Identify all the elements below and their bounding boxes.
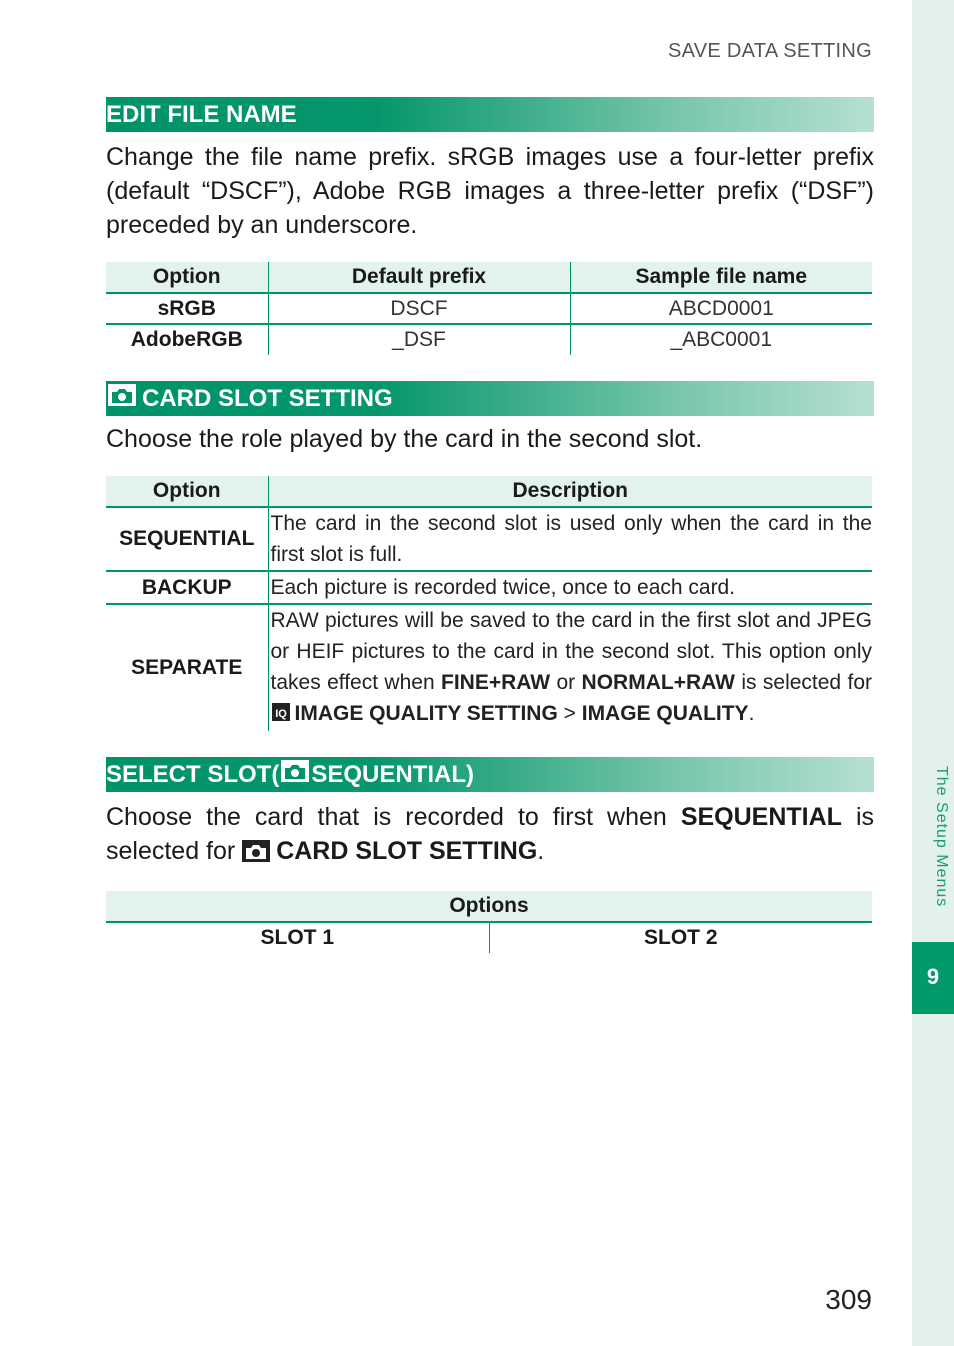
table-row bbox=[106, 324, 872, 355]
description-text: is selected for bbox=[734, 671, 872, 694]
description-cell bbox=[268, 604, 872, 731]
setting-name: CARD SLOT SETTING bbox=[276, 837, 538, 865]
select-slot-table bbox=[106, 891, 872, 953]
column-header: Description bbox=[268, 476, 872, 507]
section-body bbox=[106, 800, 874, 871]
section-header-select-slot bbox=[106, 757, 874, 792]
setting-name: NORMAL+RAW bbox=[581, 671, 735, 694]
description-text: . bbox=[748, 702, 755, 725]
section-header-edit-file-name bbox=[106, 97, 874, 132]
setting-name: FINE+RAW bbox=[441, 671, 551, 694]
option-cell: SLOT 2 bbox=[489, 922, 872, 953]
table-header-row bbox=[106, 891, 872, 922]
section-body: Choose the role played by the card in the second slot. bbox=[106, 425, 703, 453]
column-header: Default prefix bbox=[268, 262, 570, 293]
body-text: Choose the card that is recorded to first when bbox=[106, 803, 681, 831]
chapter-tab-label: The Setup Menus bbox=[933, 766, 950, 908]
option-cell: AdobeRGB bbox=[130, 328, 243, 351]
card-slot-table bbox=[106, 476, 872, 731]
column-header: Options bbox=[106, 891, 872, 922]
table-row bbox=[106, 604, 872, 731]
table-row bbox=[106, 571, 872, 604]
body-text: is selected for bbox=[106, 803, 875, 865]
sample-cell: ABCD0001 bbox=[570, 293, 872, 324]
prefix-cell: DSCF bbox=[268, 293, 570, 324]
sample-cell: _ABC0001 bbox=[570, 324, 872, 355]
option-cell: SEPARATE bbox=[131, 656, 243, 679]
camera-icon bbox=[242, 837, 270, 871]
chapter-number: 9 bbox=[912, 942, 954, 1014]
body-text: . bbox=[537, 837, 545, 865]
table-row bbox=[106, 293, 872, 324]
description-cell: Each picture is recorded twice, once to each card. bbox=[268, 571, 872, 604]
setting-name: IMAGE QUALITY SETTING bbox=[294, 702, 558, 725]
section-title: EDIT FILE NAME bbox=[106, 101, 297, 128]
svg-text:IQ: IQ bbox=[274, 708, 287, 720]
setting-name: SEQUENTIAL bbox=[680, 803, 842, 831]
section-header-card-slot-setting bbox=[106, 381, 874, 416]
section-title: CARD SLOT SETTING bbox=[142, 385, 393, 412]
page-content bbox=[106, 97, 874, 953]
camera-icon bbox=[108, 381, 136, 416]
description-text: or bbox=[550, 671, 582, 694]
camera-icon bbox=[281, 757, 309, 792]
section-body: Change the file name prefix. sRGB images use a four-letter prefix (default “DSCF”), Adobe RGB images a three-letter prefix (“DSF”) preceded by an underscore. bbox=[106, 143, 874, 239]
section-title: SEQUENTIAL) bbox=[311, 761, 475, 788]
prefix-cell: _DSF bbox=[268, 324, 570, 355]
running-header: SAVE DATA SETTING bbox=[667, 40, 872, 62]
option-cell: sRGB bbox=[106, 293, 268, 324]
table-header-row bbox=[106, 476, 872, 507]
file-name-table bbox=[106, 262, 872, 355]
option-cell: BACKUP bbox=[106, 571, 268, 604]
chapter-side-tab bbox=[912, 0, 954, 1346]
table-row bbox=[106, 507, 872, 571]
setting-name: IMAGE QUALITY bbox=[581, 702, 749, 725]
section-title: SELECT SLOT( bbox=[106, 761, 280, 788]
table-header-row bbox=[106, 262, 872, 293]
page-number: 309 bbox=[825, 1284, 872, 1315]
description-text: RAW pictures will be saved to the card in the first slot and JPEG or HEIF pictures to the card in the second slot. This option only takes effect when bbox=[270, 609, 872, 694]
table-row bbox=[106, 922, 872, 953]
column-header: Option bbox=[106, 262, 268, 293]
column-header: Option bbox=[106, 476, 268, 507]
description-cell: The card in the second slot is used only when the card in the first slot is full. bbox=[268, 507, 872, 571]
option-cell: SLOT 1 bbox=[260, 926, 334, 949]
description-text: > bbox=[557, 702, 582, 725]
column-header: Sample file name bbox=[570, 262, 872, 293]
image-quality-icon bbox=[271, 700, 291, 731]
option-cell: SEQUENTIAL bbox=[106, 507, 268, 571]
